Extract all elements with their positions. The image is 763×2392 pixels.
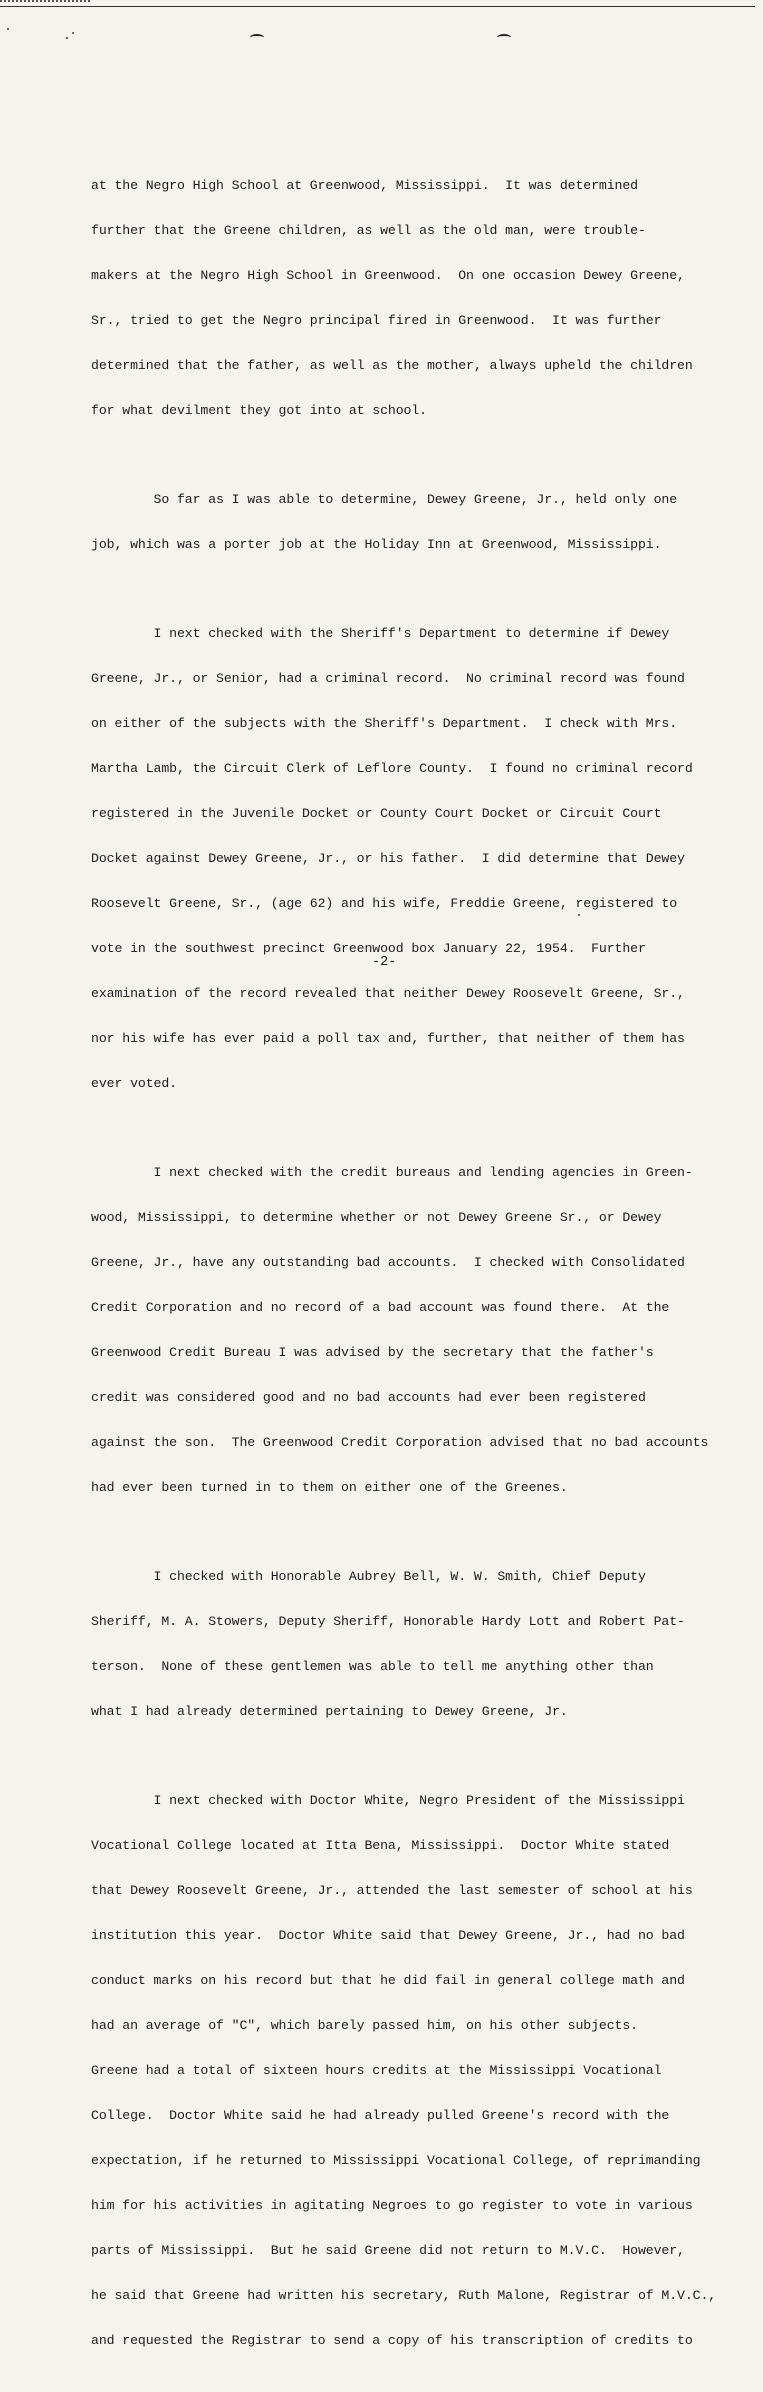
text-line: I checked with Honorable Aubrey Bell, W. W. Smith, Chief Deputy — [91, 1569, 646, 1584]
scan-speck — [66, 37, 68, 39]
page-number: -2- — [372, 955, 397, 970]
text-line: he said that Greene had written his secretary, Ruth Malone, Registrar of M.V.C., — [91, 2288, 717, 2303]
paragraph-3 — [91, 596, 691, 1121]
text-line: makers at the Negro High School in Greenwood. On one occasion Dewey Greene, — [91, 268, 685, 283]
text-line: expectation, if he returned to Mississippi Vocational College, of reprimanding — [91, 2153, 701, 2168]
scan-mark — [250, 34, 264, 41]
text-line: had an average of "C", which barely passed him, on his other subjects. — [91, 2018, 638, 2033]
text-line: Roosevelt Greene, Sr., (age 62) and his wife, Freddie Greene, registered to — [91, 896, 678, 911]
text-line: and requested the Registrar to send a copy of his transcription of credits to — [91, 2333, 693, 2348]
text-line: examination of the record revealed that neither Dewey Roosevelt Greene, Sr., — [91, 986, 685, 1001]
text-line: So far as I was able to determine, Dewey Greene, Jr., held only one — [91, 492, 678, 507]
text-line: that Dewey Roosevelt Greene, Jr., attended the last semester of school at his — [91, 1883, 693, 1898]
text-line: credit was considered good and no bad accounts had ever been registered — [91, 1390, 646, 1405]
body-text — [91, 148, 717, 2392]
text-line: on either of the subjects with the Sheriff's Department. I check with Mrs. — [91, 716, 678, 731]
text-line: what I had already determined pertaining to Dewey Greene, Jr. — [91, 1704, 568, 1719]
paragraph-5 — [91, 1539, 691, 1749]
text-line: registered in the Juvenile Docket or County Court Docket or Circuit Court — [91, 806, 662, 821]
text-line: Sheriff, M. A. Stowers, Deputy Sheriff, Honorable Hardy Lott and Robert Pat- — [91, 1614, 685, 1629]
text-line: Sr., tried to get the Negro principal fired in Greenwood. It was further — [91, 313, 662, 328]
text-line: conduct marks on his record but that he did fail in general college math and — [91, 1973, 685, 1988]
text-line: parts of Mississippi. But he said Greene did not return to M.V.C. However, — [91, 2243, 685, 2258]
text-line: I next checked with the credit bureaus and lending agencies in Green- — [91, 1165, 693, 1180]
text-line: terson. None of these gentlemen was able to tell me anything other than — [91, 1659, 654, 1674]
text-line: him for his activities in agitating Negroes to go register to vote in various — [91, 2198, 693, 2213]
text-line: at the Negro High School at Greenwood, Mississippi. It was determined — [91, 178, 638, 193]
text-line: Greenwood Credit Bureau I was advised by the secretary that the father's — [91, 1345, 654, 1360]
text-line: ever voted. — [91, 1076, 177, 1091]
text-line: nor his wife has ever paid a poll tax and, further, that neither of them has — [91, 1031, 685, 1046]
text-line: for what devilment they got into at school. — [91, 403, 427, 418]
text-line: against the son. The Greenwood Credit Corporation advised that no bad accounts — [91, 1435, 709, 1450]
text-line: Greene, Jr., have any outstanding bad accounts. I checked with Consolidated — [91, 1255, 685, 1270]
paragraph-1 — [91, 148, 691, 448]
text-line: Docket against Dewey Greene, Jr., or his father. I did determine that Dewey — [91, 851, 685, 866]
top-rule — [0, 6, 755, 7]
text-line: had ever been turned in to them on either one of the Greenes. — [91, 1480, 568, 1495]
text-line: Greene, Jr., or Senior, had a criminal record. No criminal record was found — [91, 671, 685, 686]
scan-speck — [72, 32, 74, 34]
paragraph-4 — [91, 1135, 709, 1525]
text-line: Credit Corporation and no record of a bad account was found there. At the — [91, 1300, 670, 1315]
text-line: wood, Mississippi, to determine whether or not Dewey Greene Sr., or Dewey — [91, 1210, 662, 1225]
text-line: Martha Lamb, the Circuit Clerk of Leflore County. I found no criminal record — [91, 761, 693, 776]
paragraph-2 — [91, 462, 691, 582]
text-line: further that the Greene children, as well as the old man, were trouble- — [91, 223, 646, 238]
scan-mark — [497, 34, 511, 41]
text-line: determined that the father, as well as the mother, always upheld the children — [91, 358, 693, 373]
text-line: institution this year. Doctor White said that Dewey Greene, Jr., had no bad — [91, 1928, 685, 1943]
scan-speck — [7, 28, 9, 30]
text-line: Vocational College located at Itta Bena, Mississippi. Doctor White stated — [91, 1838, 670, 1853]
top-rule-dots — [0, 0, 90, 2]
text-line: I next checked with the Sheriff's Department to determine if Dewey — [91, 626, 670, 641]
text-line: job, which was a porter job at the Holiday Inn at Greenwood, Mississippi. — [91, 537, 662, 552]
text-line: vote in the southwest precinct Greenwood box January 22, 1954. Further — [91, 941, 646, 956]
text-line: College. Doctor White said he had already pulled Greene's record with the — [91, 2108, 670, 2123]
paragraph-6 — [91, 1763, 717, 2378]
text-line: I next checked with Doctor White, Negro President of the Mississippi — [91, 1793, 685, 1808]
text-line: Greene had a total of sixteen hours credits at the Mississippi Vocational — [91, 2063, 662, 2078]
